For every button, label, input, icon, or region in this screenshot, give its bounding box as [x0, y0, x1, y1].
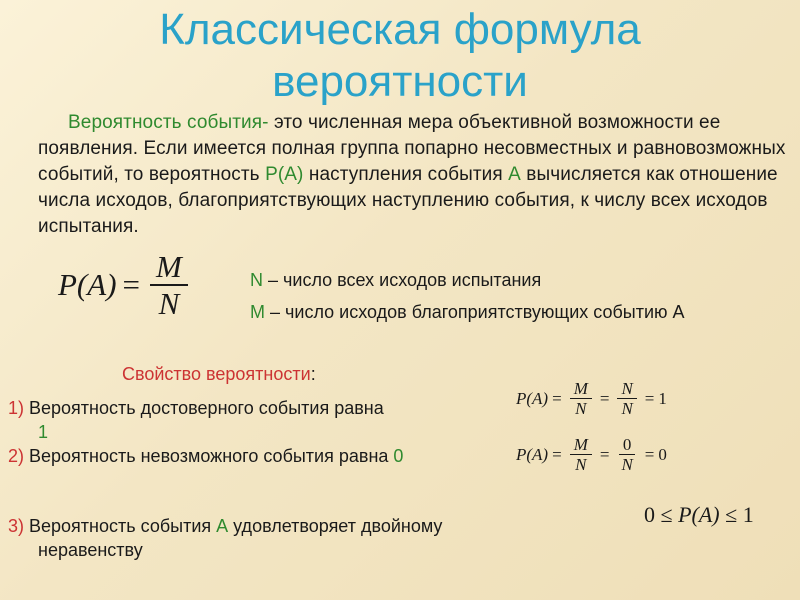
slide-title: [0, 4, 800, 108]
pa-highlight: Р(А): [265, 164, 304, 185]
property-3-inequality: 0 ≤ P(A) ≤ 1: [644, 502, 754, 527]
term-probability: Вероятность события-: [68, 112, 269, 133]
formula-fraction: $\frac{M}{N}$: [150, 251, 188, 319]
title-line-1: Классическая формула: [159, 5, 641, 54]
symbol-definitions: [250, 264, 685, 328]
definition-m: M – число исходов благоприятствующих событию А: [250, 302, 685, 322]
classic-probability-formula: P(A) = $\frac{M}{N}$: [58, 250, 192, 320]
definition-paragraph: Вероятность события- это численная мера объективной возможности ее появления. Если имеется полная группа попарно несовместных и равновозможных событий, то вероятность Р(А) наступления события А вычисляется как отношение числа исходов, благоприятствующих наступлению события, к числу всех исходов испытания.: [38, 112, 786, 237]
definition-n: N – число всех исходов испытания: [250, 270, 542, 290]
property-2-formula: P(A) = $\frac{M}{N}$ = $\frac{0}{N}$ = 0: [516, 435, 667, 474]
event-a-highlight: А: [508, 164, 521, 185]
properties-heading: Свойство вероятности:: [122, 364, 316, 384]
property-1-formula: P(A) = $\frac{M}{N}$ = $\frac{N}{N}$ = 1: [516, 379, 667, 418]
property-3: 3) Вероятность события А удовлетворяет двойному неравенству: [8, 516, 443, 560]
property-2: 2) Вероятность невозможного события равна 0: [8, 446, 404, 466]
title-line-2: вероятности: [272, 57, 528, 106]
property-1: 1) Вероятность достоверного события равна 1: [8, 398, 384, 442]
